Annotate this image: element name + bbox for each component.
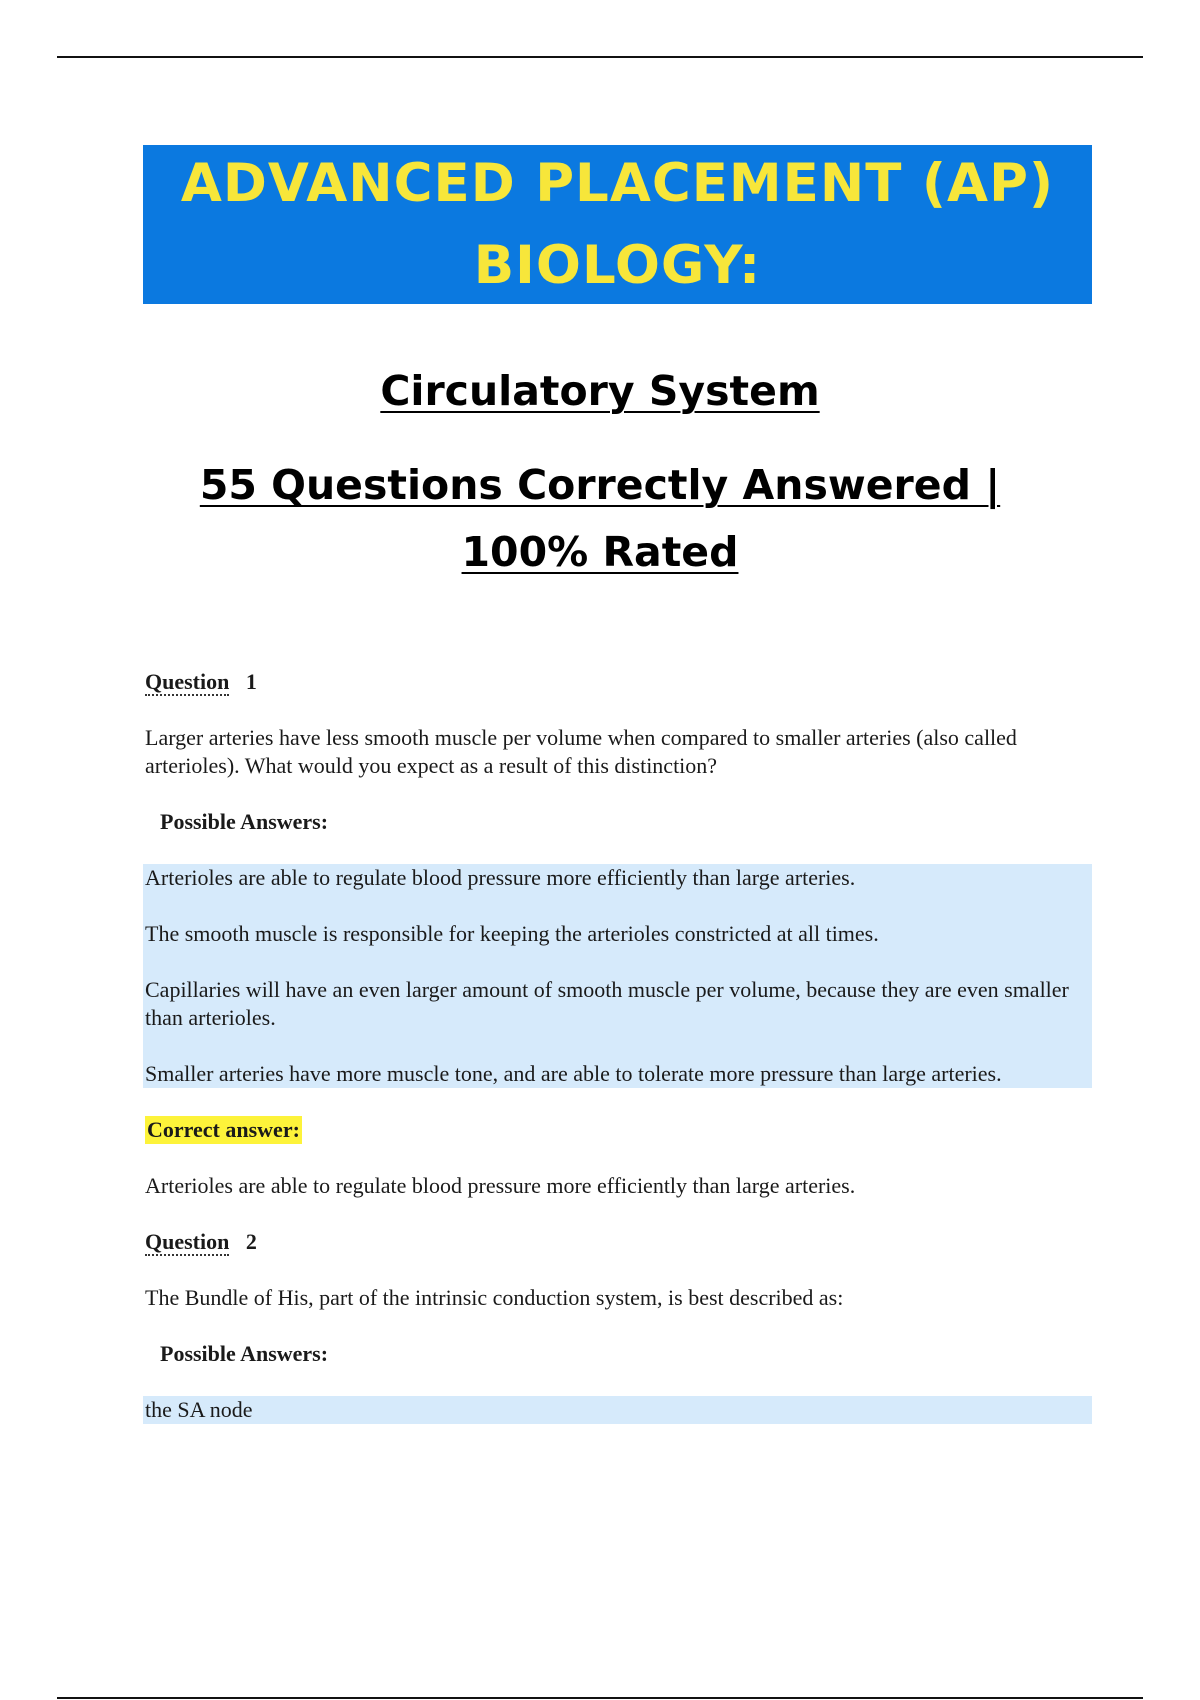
question-label-word: Question xyxy=(145,669,230,694)
question-block-1 xyxy=(145,668,1092,1200)
bottom-rule xyxy=(57,1697,1143,1699)
correct-answer-label: Correct answer: xyxy=(147,1117,300,1142)
answer-list xyxy=(143,1396,1092,1424)
question-number: 1 xyxy=(245,669,257,694)
question-text: The Bundle of His, part of the intrinsic conduction system, is best described as: xyxy=(145,1285,844,1310)
possible-answers-label: Possible Answers: xyxy=(160,809,329,834)
subtitle-text: Circulatory System xyxy=(380,367,820,415)
question-block-2 xyxy=(145,1228,1092,1424)
question-label-word: Question xyxy=(145,1229,230,1254)
top-rule xyxy=(57,56,1143,58)
title-heading xyxy=(57,452,1143,586)
title-banner xyxy=(143,145,1092,304)
banner-title-line2: BIOLOGY: xyxy=(473,234,762,296)
subtitle-heading xyxy=(57,363,1143,419)
title-line2: 100% Rated xyxy=(461,528,739,576)
answer-option: Arterioles are able to regulate blood pressure more efficiently than large arteries. xyxy=(145,865,856,890)
possible-answers-label: Possible Answers: xyxy=(160,1341,329,1366)
banner-title xyxy=(181,143,1054,307)
answer-option: The smooth muscle is responsible for keeping the arterioles constricted at all times. xyxy=(145,921,879,946)
question-number: 2 xyxy=(245,1229,257,1254)
banner-title-line1: ADVANCED PLACEMENT (AP) xyxy=(180,152,1055,214)
question-label xyxy=(145,668,1092,696)
title-line1: 55 Questions Correctly Answered | xyxy=(199,461,1001,509)
answer-list xyxy=(143,864,1092,1088)
answer-option: the SA node xyxy=(145,1397,253,1422)
question-label xyxy=(145,1228,1092,1256)
answer-option: Smaller arteries have more muscle tone, and are able to tolerate more pressure than large arteries. xyxy=(145,1061,1002,1086)
questions-section xyxy=(145,668,1092,1438)
answer-option: Capillaries will have an even larger amount of smooth muscle per volume, because they are even smaller than arterioles. xyxy=(145,977,1069,1030)
correct-answer-text: Arterioles are able to regulate blood pressure more efficiently than large arteries. xyxy=(145,1173,856,1198)
question-text: Larger arteries have less smooth muscle per volume when compared to smaller arteries (also called arterioles). What would you expect as a result of this distinction? xyxy=(145,725,1017,778)
